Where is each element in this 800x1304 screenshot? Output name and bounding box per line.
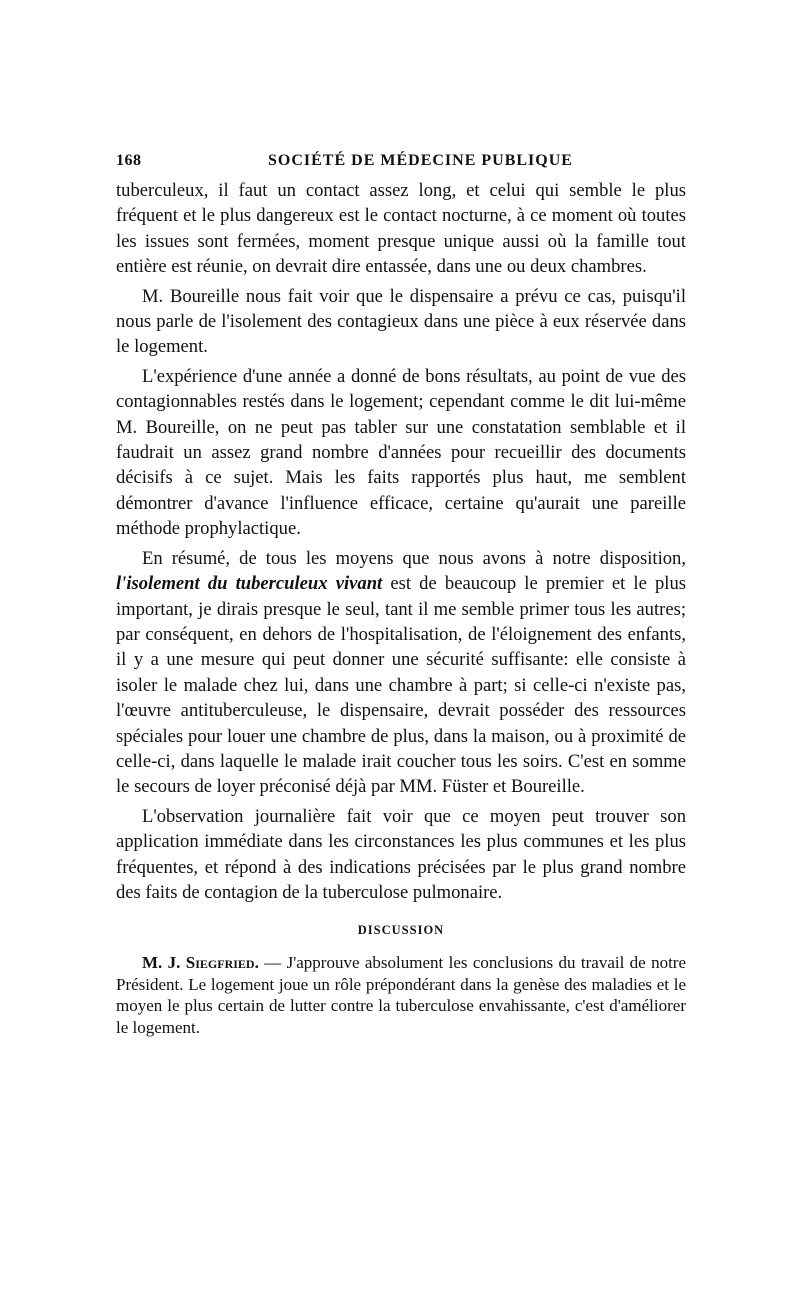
paragraph-continued: tuberculeux, il faut un contact assez long, et celui qui semble le plus fréquent et le plus dangereux est le contact nocturne, à ce moment où toutes les issues sont fermées, moment presque unique aussi où la famille tout entière est réunie, on devrait dire entassée, dans une ou deux chambres. [116,180,686,278]
running-head [116,148,686,178]
discussion-section [116,952,686,1038]
discussion-heading: DISCUSSION [357,923,445,938]
paragraph-boureille-dispensary: M. Boureille nous fait voir que le dispensaire a prévu ce cas, puisqu'il nous parle de l'isolement des contagieux dans une pièce à eux réservée dans le logement. [116,285,686,358]
journal-title: SOCIÉTÉ DE MÉDECINE PUBLIQUE [268,152,573,169]
summary-lead: En résumé, de tous les moyens que nous avons à notre disposition, [142,547,686,569]
paragraph-observation: L'observation journalière fait voir que ce moyen peut trouver son application immédiate dans les circonstances les plus communes et les plus fréquentes, et répond à des indications précisées par le plus grand nombre des faits de contagion de la tuberculose pulmonaire. [116,805,686,903]
summary-rest: est de beaucoup le premier et le plus important, je dirais presque le seul, tant il me semble primer tous les autres; par conséquent, en dehors de l'hospitalisation, de l'éloignement des enfants, il y a une mesure qui peut donner une sécurité suffisante: elle consiste à isoler le malade chez lui, dans une chambre à part; si celle-ci n'existe pas, l'œuvre antituberculeuse, le dispensaire, devrait posséder des ressources spéciales pour louer une chambre de plus, dans la maison, ou à proximité de celle-ci, dans laquelle le malade irait coucher tous les soirs. C'est en somme le secours de loyer préconisé déjà par MM. Füster et Boureille. [116,573,686,798]
page-number: 168 [116,152,142,169]
paragraph-summary [116,546,686,800]
body-text [116,178,686,905]
discussion-text: — J'approuve absolument les conclusions du travail de notre Président. Le logement joue un rôle prépondérant dans la genèse des maladies et le moyen le plus certain de lutter contre la tuberculose envahissante, c'est d'améliorer le logement. [116,953,687,1037]
book-page [116,148,686,1038]
discussion-paragraph [116,952,686,1038]
paragraph-experience: L'expérience d'une année a donné de bons résultats, au point de vue des contagionnables restés dans le logement; cependant comme le dit lui-même M. Boureille, on ne peut pas tabler sur une constatation semblable et il faudrait un assez grand nombre d'années pour recueillir des documents décisifs à ce sujet. Mais les faits rapportés plus haut, me semblent démontrer d'avance l'influence efficace, certaine qu'aurait une pareille méthode prophylactique. [116,365,686,540]
speaker-name: M. J. Siegfried. [142,953,259,973]
summary-emphasis: l'isolement du tuberculeux vivant [116,573,383,595]
